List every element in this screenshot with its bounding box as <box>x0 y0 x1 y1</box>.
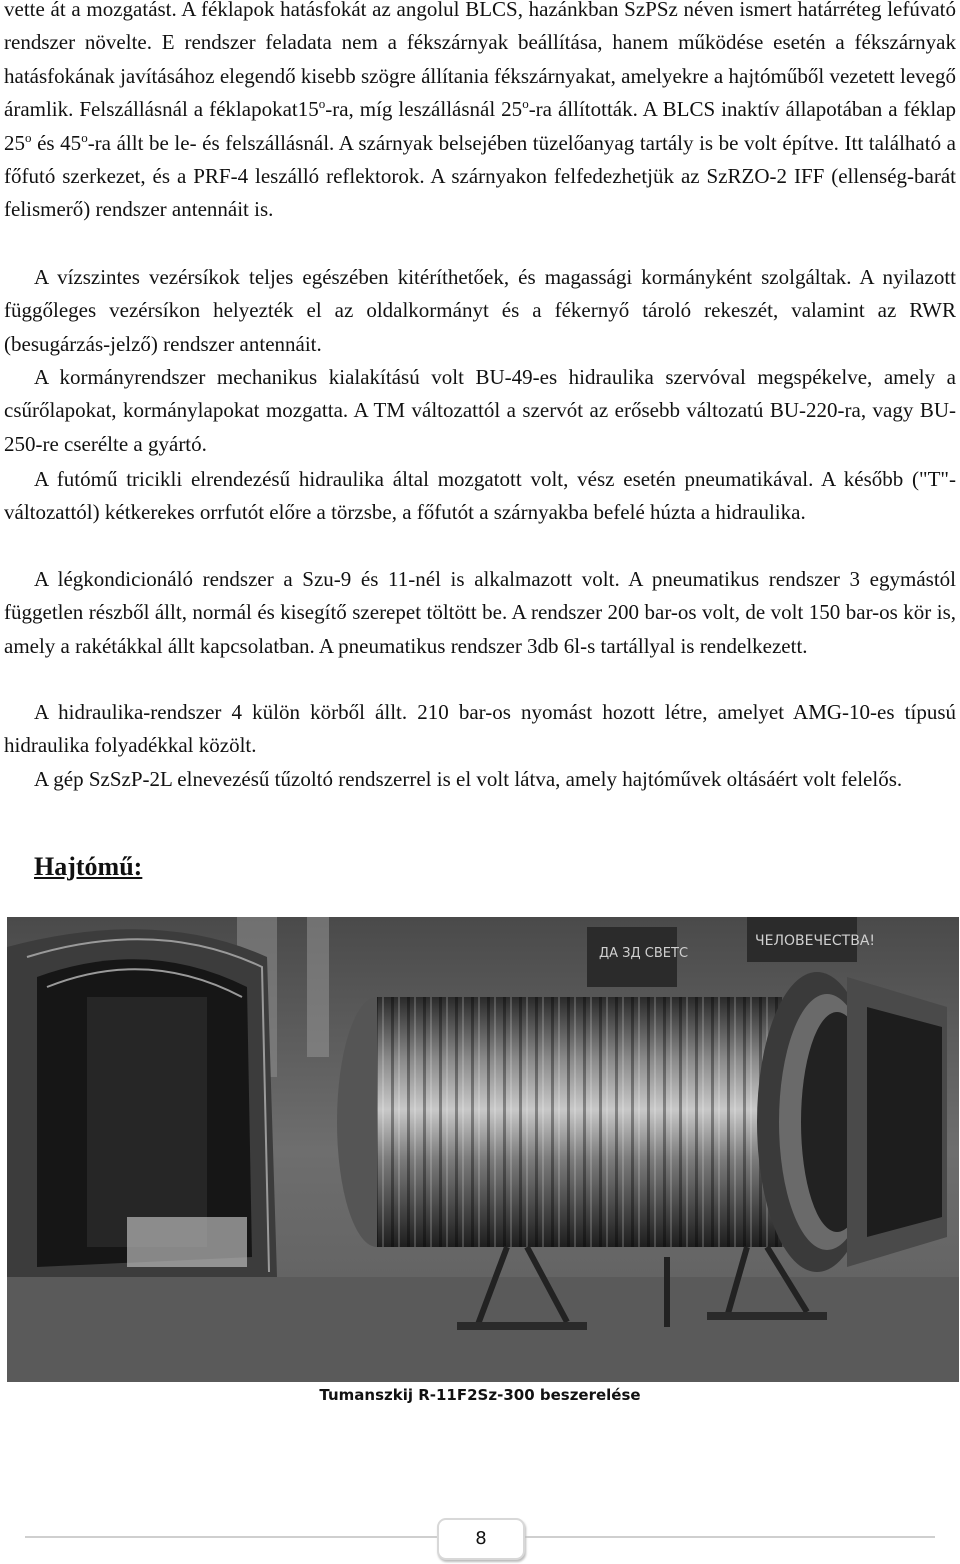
degree-superscript: o <box>81 129 88 145</box>
paragraph <box>4 0 956 227</box>
paragraph-text: A gép SzSzP-2L elnevezésű tűzoltó rendszerrel is el volt látva, amely hajtóművek oltásáért volt felelős. <box>34 767 903 791</box>
paragraph-text: és 45 <box>31 130 82 155</box>
paragraph-text: -ra, míg leszállásnál 25 <box>325 97 523 122</box>
image-caption: Tumanszkij R-11F2Sz-300 beszerelése <box>319 1386 641 1404</box>
engine-photo <box>7 917 959 1382</box>
banner-right-text: ЧЕЛОВЕЧЕСТВА! <box>755 933 876 949</box>
paragraph <box>4 563 956 663</box>
paragraph-text: -ra állították. A BLCS inaktív állapotában a féklap 25 <box>4 97 956 155</box>
section-heading: Hajtómű: <box>34 852 143 881</box>
paragraph <box>4 463 956 530</box>
degree-superscript: o <box>522 96 529 112</box>
paragraph <box>4 361 956 461</box>
paragraph-text: A hidraulika-rendszer 4 külön körből állt. 210 bar-os nyomást hozott létre, amelyet AMG-10-es típusú hidraulika folyadékkal közölt. <box>4 700 956 758</box>
page-number-badge <box>437 1518 525 1560</box>
paragraph-text: A légkondicionáló rendszer a Szu-9 és 11-nél is alkalmazott volt. A pneumatikus rendszer 3 egymástól független részből állt, normál és kisegítő szerepet töltött be. A rendszer 200 bar-os volt, de volt 150 bar-os kör is, amely a rakétákkal állt kapcsolatban. A pneumatikus rendszer 3db 6l-s tartállyal is rendelkezett. <box>4 567 956 658</box>
degree-superscript: o <box>25 129 32 145</box>
paragraph-text: vette át a mozgatást. A féklapok hatásfokát az angolul BLCS, hazánkban SzPSz néven ismert határréteg lefúvató rendszer növelte. E rendszer feladata nem a fékszárnyak beállítása, hanem működése esetén a fékszárnyak hatásfokának javításához elegendő kisebb szögre állítania fékszárnyakat, amelyekre a hajtóműből vezetett levegő áramlik. Felszállásnál a féklapokat15 <box>4 0 956 122</box>
degree-superscript: o <box>318 96 326 112</box>
paragraph-text: A futómű tricikli elrendezésű hidraulika által mozgatott volt, vész esetén pneumatikával. A később ("T"-változattól) kétkerekes orrfutót előre a törzsbe, a főfutót a szárnyakba befelé húzta a hidraulika. <box>4 467 956 525</box>
paragraph <box>4 696 956 763</box>
paragraph-text: -ra állt be le- és felszállásnál. A szárnyak belsejében tüzelőanyag tartály is be volt építve. Itt található a főfutó szerkezet, és a PRF-4 leszálló reflektorok. A szárnyakon felfedezhetjük az SzRZO-2 IFF (ellenség-barát felismerő) rendszer antennáit is. <box>4 130 956 222</box>
page-number: 8 <box>475 1528 487 1549</box>
banner-left-text: ДА ЗД СВЕТС <box>599 946 689 961</box>
paragraph-text: A kormányrendszer mechanikus kialakítású volt BU-49-es hidraulika szervóval megspékelve, amely a csűrőlapokat, kormánylapokat mozgatta. A TM változattól a szervót az erősebb változatú BU-220-ra, vagy BU-250-re cserélte a gyártó. <box>4 365 956 456</box>
paragraph-text: A vízszintes vezérsíkok teljes egészében kitéríthetőek, és magassági kormányként szolgáltak. A nyilazott függőleges vezérsíkon helyezték el az oldalkormányt és a fékernyő tároló rekeszét, valamint az RWR (besugárzás-jelző) rendszer antennáit. <box>4 265 956 356</box>
paragraph <box>4 261 956 361</box>
paragraph <box>4 763 956 796</box>
